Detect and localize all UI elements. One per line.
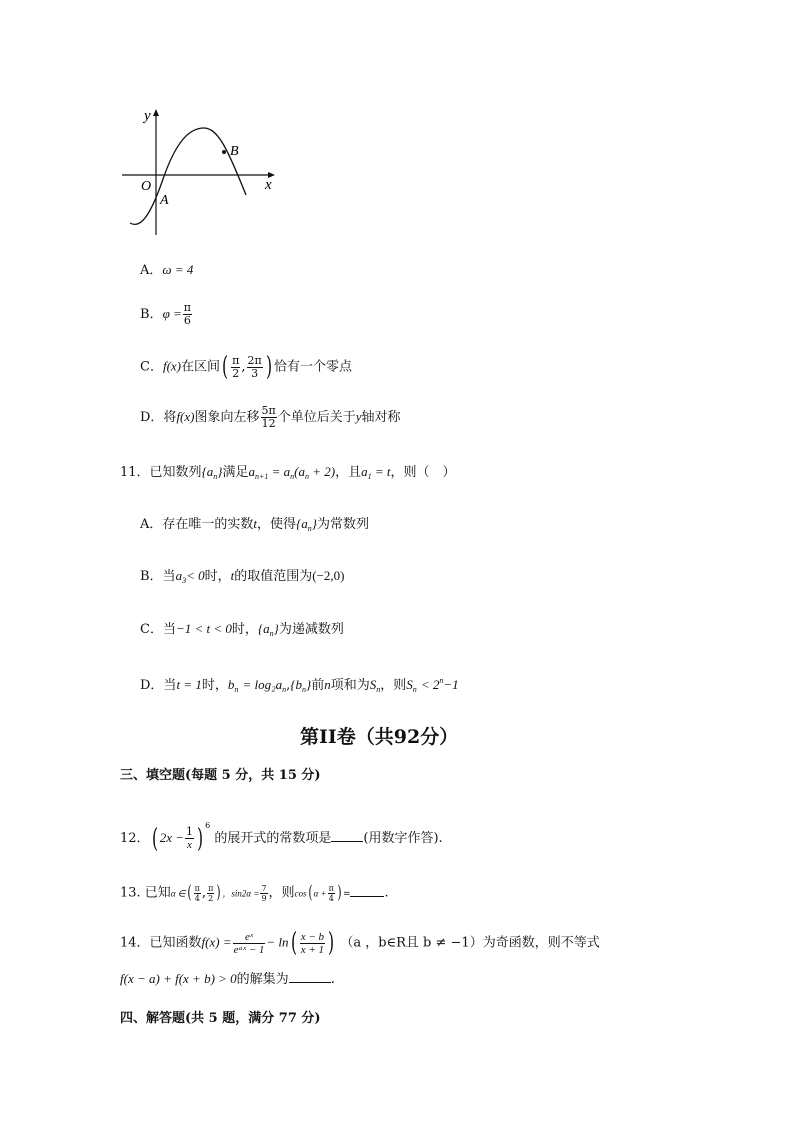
- section-title: 第II卷（共92分）: [300, 726, 459, 748]
- q12-answer-blank[interactable]: [331, 829, 363, 842]
- label-y: y: [144, 108, 151, 124]
- sine-curve: [130, 128, 246, 224]
- part3-heading: 三、填空题(每题 5 分，共 15 分): [120, 768, 321, 783]
- q14-answer-blank[interactable]: [289, 970, 331, 983]
- q12: 12．( 2x − $\frac{1}{x}$ ) $^6$ 的展开式的常数项是 (用数字作答).: [120, 821, 443, 854]
- q11-option-c: C．当−1 < t < 0时，$\{a_n\}$为递减数列: [140, 621, 344, 638]
- q13-answer-blank[interactable]: [350, 884, 384, 897]
- q10-option-a: A．ω = 4: [140, 262, 194, 278]
- point-b: [222, 150, 226, 154]
- y-axis-arrow: [153, 109, 159, 116]
- q11-option-b: B．当$a_3< 0$时，t的取值范围为(−2,0): [140, 568, 345, 585]
- q10-option-d: D．将f(x)图象向左移 $\frac{5\pi}{12}$ 个单位后关于y轴对称: [140, 404, 401, 430]
- part4-heading: 四、解答题(共 5 题，满分 77 分): [120, 1011, 321, 1026]
- q14-line1: 14．已知函数f(x) = $\frac{\text{eˣ}}{\text{eᵃˣ − 1}}$ − ln( $\frac{x - b}{x + 1}$ ) （a ，b∈R且 b ≠ −1）为奇函数，则不等式: [120, 928, 600, 958]
- q13: 13. 已知α ∈( $\frac{\pi}{4}$ , $\frac{\pi}{2}$ )，sin2α = $\frac{7}{9}$ ，则cos(α + $\frac{\pi}{4}$ )= .: [120, 882, 389, 903]
- q11-stem: 11．已知数列$\{a_n\}$满足$a_{n+1} = a_n(a_n + 2)$，且$a_1 = t$，则（ ）: [120, 464, 456, 481]
- sine-graph: [118, 100, 288, 240]
- q14-line2: f(x − a) + f(x + b) > 0的解集为 .: [120, 971, 335, 987]
- q11-option-d: D．当t = 1时，$b_n = \log_2a_n,\{b_n\}$前n项和为$S_n$，则$S_n < 2^n-1$: [140, 676, 459, 694]
- q10-option-b: B．φ = $\frac{\pi}{6}$: [140, 301, 192, 327]
- q11-option-a: A．存在唯一的实数t，使得$\{a_n\}$为常数列: [140, 516, 369, 533]
- label-origin: O: [141, 179, 152, 194]
- label-x: x: [265, 177, 272, 193]
- q10-option-c: C．f(x)在区间( $\frac{\pi}{2}$ , $\frac{2\pi}{3}$ ) 恰有一个零点: [140, 352, 352, 382]
- label-b: B: [230, 144, 239, 159]
- label-a: A: [160, 193, 169, 208]
